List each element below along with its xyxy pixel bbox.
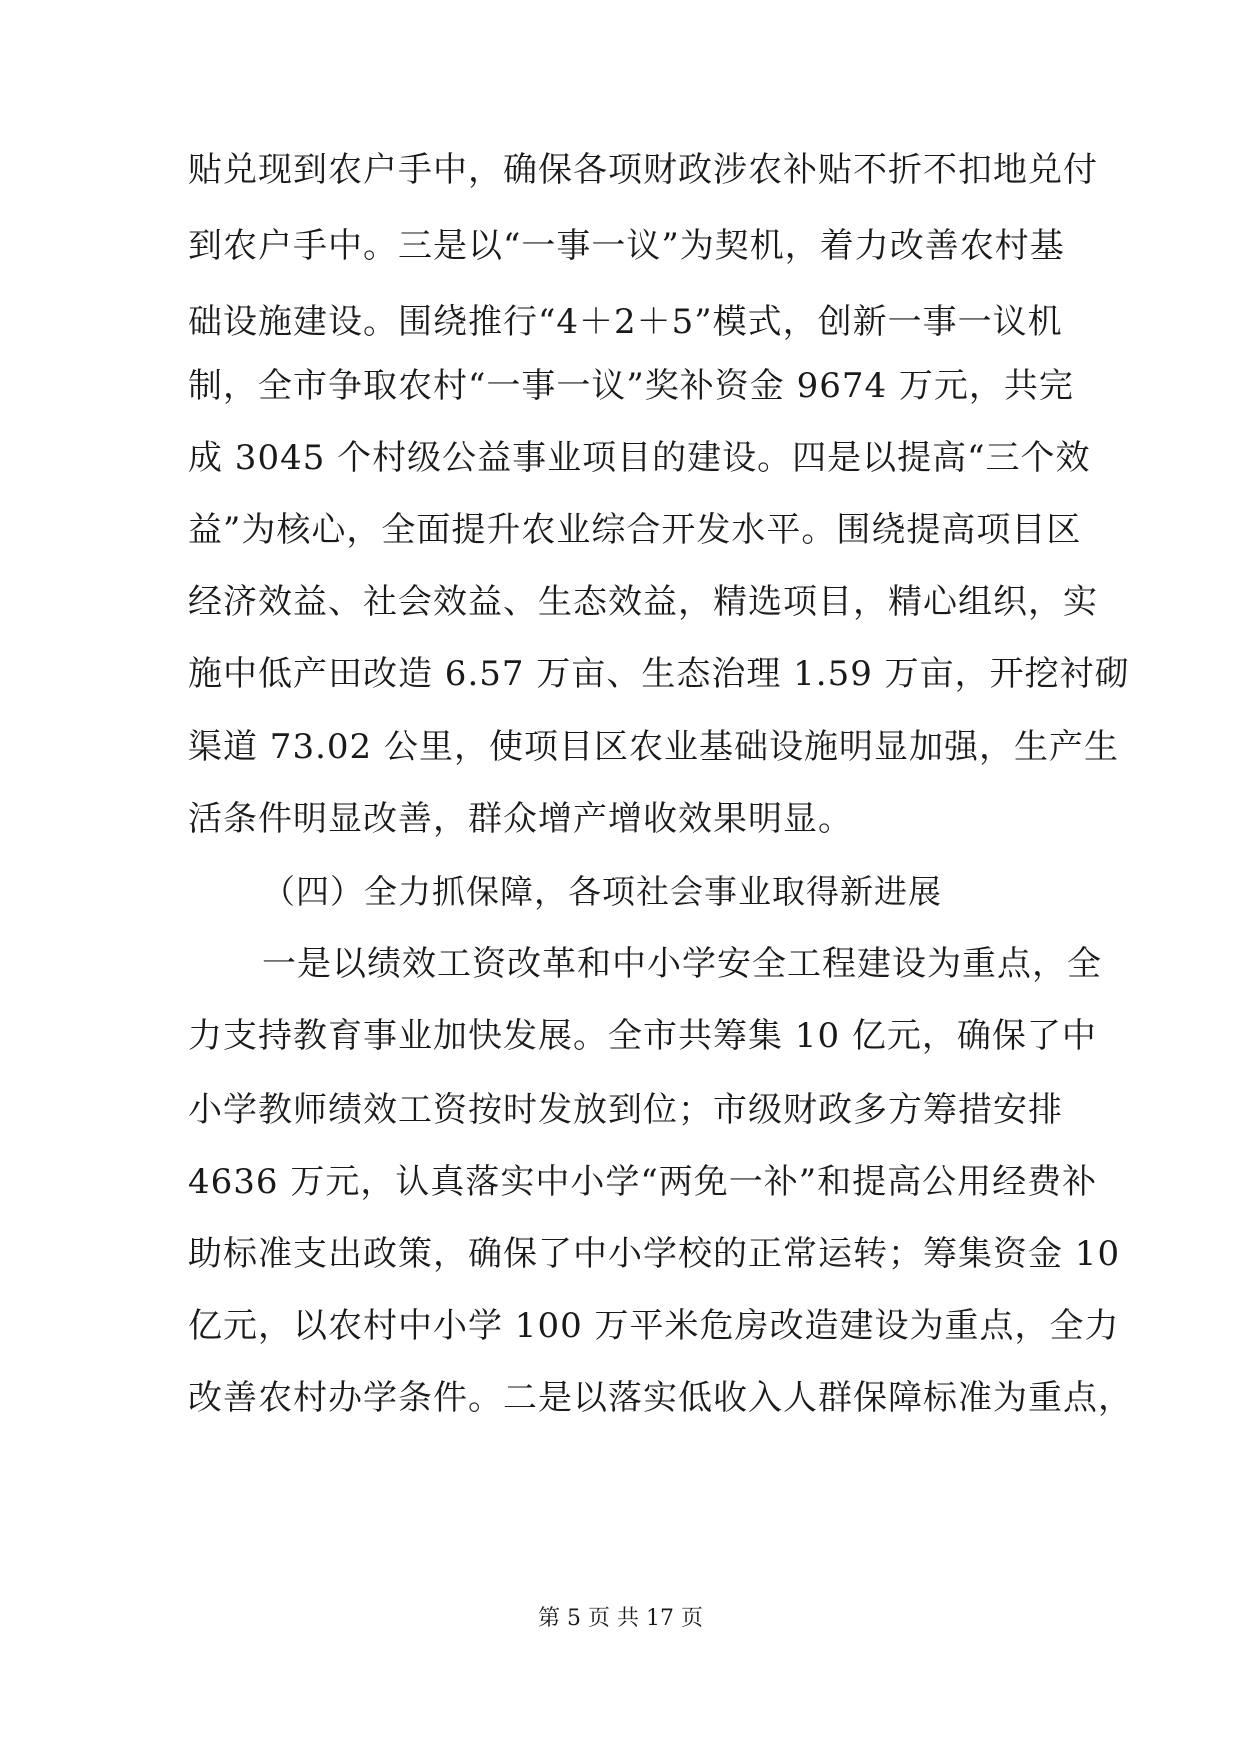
paragraph-line: 贴兑现到农户手中，确保各项财政涉农补贴不折不扣地兑付 <box>188 150 1098 190</box>
paragraph-line: 施中低产田改造 6.57 万亩、生态治理 1.59 万亩，开挖衬砌 <box>188 654 1130 694</box>
paragraph-line: 成 3045 个村级公益事业项目的建设。四是以提高“三个效 <box>188 438 1091 478</box>
paragraph-line: 一是以绩效工资改革和中小学安全工程建设为重点，全 <box>262 944 1102 984</box>
paragraph-line: 改善农村办学条件。二是以落实低收入人群保障标准为重点， <box>188 1378 1133 1418</box>
section-heading: （四）全力抓保障，各项社会事业取得新进展 <box>262 872 942 911</box>
paragraph-line: 4636 万元，认真落实中小学“两免一补”和提高公用经费补 <box>188 1162 1098 1202</box>
paragraph-line: 到农户手中。三是以“一事一议”为契机，着力改善农村基 <box>188 226 1065 266</box>
paragraph-line: 助标准支出政策，确保了中小学校的正常运转；筹集资金 10 <box>188 1234 1121 1274</box>
paragraph-line: 经济效益、社会效益、生态效益，精选项目，精心组织，实 <box>188 582 1098 622</box>
paragraph-line: 活条件明显改善，群众增产增收效果明显。 <box>188 799 853 839</box>
paragraph-line: 力支持教育事业加快发展。全市共筹集 10 亿元，确保了中 <box>188 1016 1097 1056</box>
paragraph-line: 渠道 73.02 公里，使项目区农业基础设施明显加强，生产生 <box>188 727 1119 767</box>
paragraph-line: 益”为核心，全面提升农业综合开发水平。围绕提高项目区 <box>188 510 1082 550</box>
paragraph-line: 础设施建设。围绕推行“4＋2＋5”模式，创新一事一议机 <box>188 302 1063 342</box>
paragraph-line: 小学教师绩效工资按时发放到位；市级财政多方筹措安排 <box>188 1090 1063 1130</box>
paragraph-line: 亿元，以农村中小学 100 万平米危房改造建设为重点，全力 <box>188 1306 1120 1346</box>
paragraph-line: 制，全市争取农村“一事一议”奖补资金 9674 万元，共完 <box>188 366 1074 406</box>
page-number: 第 5 页 共 17 页 <box>538 1606 703 1631</box>
